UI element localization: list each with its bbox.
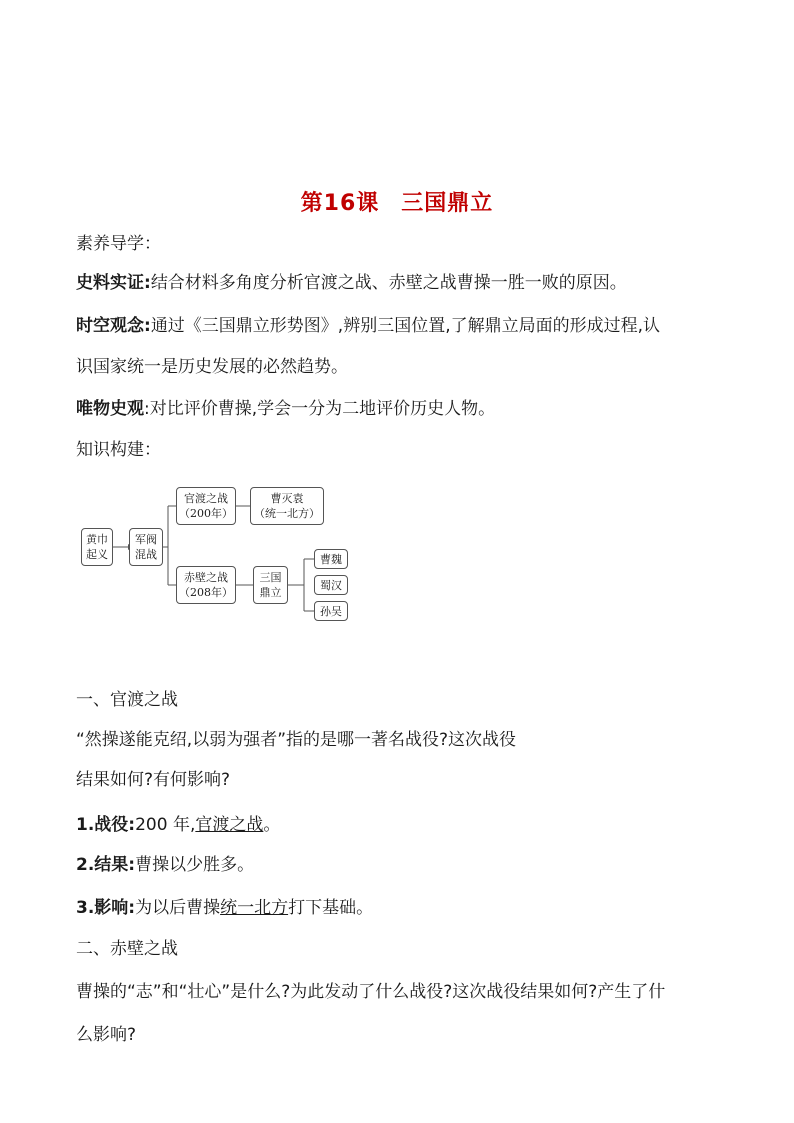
node-shu-han	[314, 575, 348, 595]
node-guandu	[176, 487, 236, 525]
section2-heading: 二、赤壁之战	[76, 939, 178, 959]
lesson-topic: 三国鼎立	[401, 191, 494, 216]
guide-item-text: :对比评价曹操,学会一分为二地评价历史人物。	[144, 399, 496, 419]
answer-label: 3.影响:	[76, 898, 136, 918]
answer-text: 。	[263, 815, 281, 835]
answer-text: 为以后曹操	[135, 898, 221, 918]
node-three-kingdoms	[253, 566, 288, 604]
guide-item-label: 时空观念:	[76, 316, 151, 336]
node-label: 官渡之战	[184, 492, 228, 505]
node-sun-wu	[314, 601, 348, 621]
section1-heading: 一、官渡之战	[76, 690, 178, 710]
node-label: 鼎立	[259, 586, 282, 599]
node-yellow-turban	[81, 528, 113, 566]
answer-label: 2.结果:	[76, 855, 136, 875]
answer-underlined: 官渡之战	[195, 815, 264, 835]
knowledge-heading: 知识构建：	[76, 440, 161, 460]
section2-question: 曹操的“志”和“壮心”是什么?为此发动了什么战役?这次战役结果如何?产生了什	[76, 982, 666, 1002]
answer-impact	[76, 896, 373, 920]
node-label: 混战	[135, 548, 157, 561]
answer-battle	[76, 813, 280, 837]
answer-text: 打下基础。	[288, 898, 374, 918]
guide-item-label: 唯物史观	[76, 399, 144, 419]
node-label: （统一北方）	[254, 507, 320, 520]
answer-label: 1.战役:	[76, 815, 136, 835]
node-label: 曹灭袁	[270, 492, 304, 505]
section2-question-cont: 么影响?	[76, 1025, 137, 1045]
node-label: 蜀汉	[320, 578, 342, 592]
answer-text: 曹操以少胜多。	[135, 855, 255, 875]
node-chibi	[176, 566, 236, 604]
node-label: 黄巾	[86, 533, 108, 546]
guide-heading: 素养导学：	[76, 234, 161, 254]
node-label: 起义	[86, 548, 108, 561]
answer-text: 200 年,	[135, 815, 196, 835]
section1-question: “然操遂能克绍,以弱为强者”指的是哪一著名战役?这次战役	[76, 730, 517, 750]
node-cao-defeats-yuan	[250, 487, 324, 525]
node-label: （200年）	[179, 507, 233, 520]
answer-underlined: 统一北方	[220, 898, 289, 918]
guide-item-text: 结合材料多角度分析官渡之战、赤壁之战曹操一胜一败的原因。	[150, 273, 627, 293]
guide-item-spacetime-cont: 识国家统一是历史发展的必然趋势。	[76, 357, 348, 377]
node-warlords	[129, 528, 163, 566]
node-label: 军阀	[135, 533, 157, 546]
guide-item-text: 通过《三国鼎立形势图》,辨别三国位置,了解鼎立局面的形成过程,认	[150, 316, 661, 336]
node-label: 赤壁之战	[184, 571, 228, 584]
node-label: 孙吴	[320, 604, 342, 618]
section1-question-cont: 结果如何?有何影响?	[76, 770, 231, 790]
guide-item-label: 史料实证:	[76, 273, 151, 293]
node-label: 三国	[259, 571, 282, 584]
lesson-number: 第16课	[300, 191, 380, 216]
answer-result	[76, 853, 254, 877]
node-label: （208年）	[179, 586, 233, 599]
node-label: 曹魏	[320, 552, 342, 566]
node-cao-wei	[314, 549, 348, 569]
